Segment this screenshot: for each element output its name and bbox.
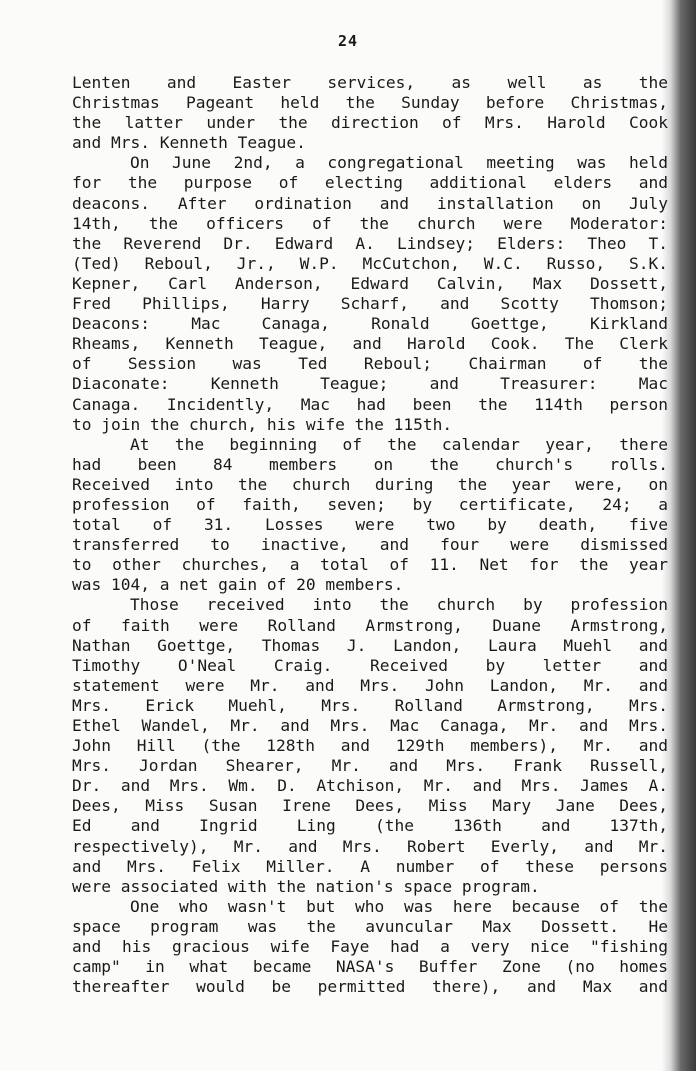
text-line: for the purpose of electing additional elders and: [72, 173, 668, 193]
text-line: to other churches, a total of 11. Net for the year: [72, 555, 668, 575]
text-line: deacons. After ordination and installation on July: [72, 193, 668, 213]
text-line: Deacons: Mac Canaga, Ronald Goettge, Kirkland: [72, 314, 668, 334]
text-line: of Session was Ted Reboul; Chairman of the: [72, 354, 668, 374]
text-line: 14th, the officers of the church were Moderator:: [72, 213, 668, 233]
text-line: Ed and Ingrid Ling (the 136th and 137th,: [72, 816, 668, 836]
text-line: the Reverend Dr. Edward A. Lindsey; Elders: Theo T.: [72, 233, 668, 253]
text-line: thereafter would be permitted there), and Max and: [72, 977, 668, 997]
text-line: statement were Mr. and Mrs. John Landon, Mr. and: [72, 675, 668, 695]
text-line: Ethel Wandel, Mr. and Mrs. Mac Canaga, Mr. and Mrs.: [72, 716, 668, 735]
text-line: Those received into the church by profession: [130, 595, 668, 615]
text-line: camp" in what became NASA's Buffer Zone (no homes: [72, 957, 668, 977]
text-line: At the beginning of the calendar year, there: [130, 434, 668, 454]
text-line: transferred to inactive, and four were dismissed: [72, 535, 668, 555]
text-line: Diaconate: Kenneth Teague; and Treasurer: Mac: [72, 374, 668, 394]
text-line: was 104, a net gain of 20 members.: [72, 575, 404, 595]
text-line: and his gracious wife Faye had a very nice "fishing: [72, 937, 668, 957]
text-line: Lenten and Easter services, as well as the: [72, 73, 668, 92]
text-line: to join the church, his wife the 115th.: [72, 414, 453, 434]
text-line: Canaga. Incidently, Mac had been the 114th person: [72, 394, 668, 414]
text-line: Mrs. Jordan Shearer, Mr. and Mrs. Frank Russell,: [72, 756, 668, 776]
text-line: One who wasn't but who was here because of the: [130, 896, 668, 916]
text-line: were associated with the nation's space program.: [72, 876, 540, 896]
text-line: Mrs. Erick Muehl, Mrs. Rolland Armstrong, Mrs.: [72, 695, 668, 715]
text-line: had been 84 members on the church's rolls.: [72, 454, 668, 474]
text-line: Dees, Miss Susan Irene Dees, Miss Mary Jane Dees,: [72, 796, 668, 816]
text-line: Kepner, Carl Anderson, Edward Calvin, Max Dossett,: [72, 273, 668, 293]
text-line: Christmas Pageant held the Sunday before Christmas,: [72, 93, 668, 113]
text-line: Rheams, Kenneth Teague, and Harold Cook. The Clerk: [72, 334, 668, 354]
text-line: On June 2nd, a congregational meeting was held: [130, 153, 668, 173]
text-line: profession of faith, seven; by certificate, 24; a: [72, 494, 668, 514]
text-line: of faith were Rolland Armstrong, Duane Armstrong,: [72, 615, 668, 635]
text-line: Fred Phillips, Harry Scharf, and Scotty Thomson;: [72, 294, 668, 314]
text-line: total of 31. Losses were two by death, five: [72, 515, 668, 535]
body-text: [72, 73, 668, 997]
text-line: Nathan Goettge, Thomas J. Landon, Laura Muehl and: [72, 635, 668, 655]
text-line: the latter under the direction of Mrs. Harold Cook: [72, 113, 668, 133]
text-line: John Hill (the 128th and 129th members), Mr. and: [72, 736, 668, 756]
text-line: Received into the church during the year were, on: [72, 474, 668, 494]
text-line: and Mrs. Kenneth Teague.: [72, 133, 306, 153]
text-line: and Mrs. Felix Miller. A number of these persons: [72, 856, 668, 876]
text-line: Dr. and Mrs. Wm. D. Atchison, Mr. and Mrs. James A.: [72, 776, 668, 796]
text-line: respectively), Mr. and Mrs. Robert Everly, and Mr.: [72, 836, 668, 856]
text-line: Timothy O'Neal Craig. Received by letter and: [72, 655, 668, 675]
page-number: 24: [337, 32, 359, 50]
text-line: (Ted) Reboul, Jr., W.P. McCutchon, W.C. Russo, S.K.: [72, 253, 668, 273]
text-line: space program was the avuncular Max Dossett. He: [72, 916, 668, 936]
